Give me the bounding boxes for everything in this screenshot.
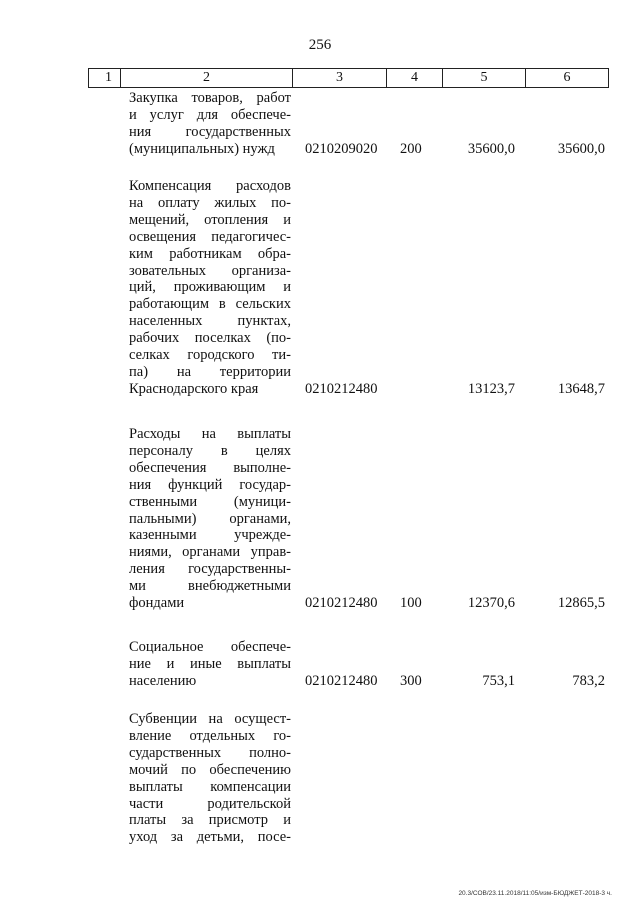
amount-year-2: 35600,0 <box>557 140 605 157</box>
description-line: ственными (муници- <box>129 493 291 510</box>
page-number: 256 <box>308 37 332 53</box>
row-description <box>129 426 291 612</box>
description-line: сударственных полно- <box>129 744 291 761</box>
description-line: работающим в сельских <box>129 296 291 313</box>
amount-year-2: 13648,7 <box>557 380 605 397</box>
description-line: ления государственны- <box>129 561 291 578</box>
header-col-3: 3 <box>292 69 387 87</box>
description-line: персоналу в целях <box>129 442 291 459</box>
description-line: ций, проживающим и <box>129 279 291 296</box>
description-line: селках городского ти- <box>129 347 291 364</box>
description-line: Закупка товаров, работ <box>129 90 291 106</box>
description-line: казенными учрежде- <box>129 527 291 544</box>
description-line: ниями, органами управ- <box>129 544 291 561</box>
amount-year-2: 12865,5 <box>557 595 605 611</box>
amount-year-1: 753,1 <box>482 672 515 689</box>
expense-type: 100 <box>400 595 422 611</box>
description-line: Расходы на выплаты <box>129 426 291 442</box>
description-line: па) на территории <box>129 363 291 380</box>
row-description <box>129 639 291 690</box>
description-line: на оплату жилых по- <box>129 194 291 211</box>
description-line: ния государственных <box>129 123 291 140</box>
description-line: освещения педагогичес- <box>129 228 291 245</box>
description-line: населенных пунктах, <box>129 313 291 330</box>
description-line: ми внебюджетными <box>129 578 291 595</box>
document-footer: 20.3/СОВ/23.11.2018/11:05/изм-БЮДЖЕТ-2018-3 ч. <box>458 890 612 897</box>
header-col-5: 5 <box>443 69 526 87</box>
header-col-4: 4 <box>387 69 443 87</box>
amount-year-1: 13123,7 <box>467 380 515 397</box>
table-header <box>88 68 609 88</box>
description-line: платы за присмотр и <box>129 812 291 829</box>
description-line: мочий по обеспечению <box>129 761 291 778</box>
description-line: (муниципальных) нужд <box>129 140 275 157</box>
header-col-1: 1 <box>88 69 121 87</box>
header-col-6: 6 <box>526 69 609 87</box>
row-description <box>129 711 291 846</box>
description-line: обеспечения выполне- <box>129 459 291 476</box>
expense-type: 200 <box>400 140 422 157</box>
description-line: выплаты компенсации <box>129 778 291 795</box>
target-code: 0210209020 <box>305 140 378 157</box>
description-line: Субвенции на осущест- <box>129 711 291 727</box>
description-line: мещений, отопления и <box>129 211 291 228</box>
description-line: зовательных организа- <box>129 262 291 279</box>
description-line: вление отдельных го- <box>129 727 291 744</box>
target-code: 0210212480 <box>305 672 378 689</box>
amount-year-1: 12370,6 <box>467 595 515 611</box>
row-description <box>129 90 291 158</box>
amount-year-1: 35600,0 <box>467 140 515 157</box>
amount-year-2: 783,2 <box>572 672 605 689</box>
description-line: рабочих поселках (по- <box>129 330 291 347</box>
description-line: Краснодарского края <box>129 380 259 397</box>
description-line: пальными) органами, <box>129 510 291 527</box>
target-code: 0210212480 <box>305 380 378 397</box>
description-line: ние и иные выплаты <box>129 655 291 672</box>
description-line: уход за детьми, посе- <box>129 829 291 846</box>
description-line: Социальное обеспече- <box>129 639 291 655</box>
row-description <box>129 178 291 398</box>
description-line: ким работникам обра- <box>129 245 291 262</box>
description-line: части родительской <box>129 795 291 812</box>
description-line: фондами <box>129 595 185 612</box>
target-code: 0210212480 <box>305 595 378 611</box>
description-line: ния функций государ- <box>129 476 291 493</box>
description-line: и услуг для обеспече- <box>129 106 291 123</box>
description-line: населению <box>129 672 197 689</box>
header-col-2: 2 <box>203 70 210 85</box>
expense-type: 300 <box>400 672 422 689</box>
description-line: Компенсация расходов <box>129 178 291 194</box>
